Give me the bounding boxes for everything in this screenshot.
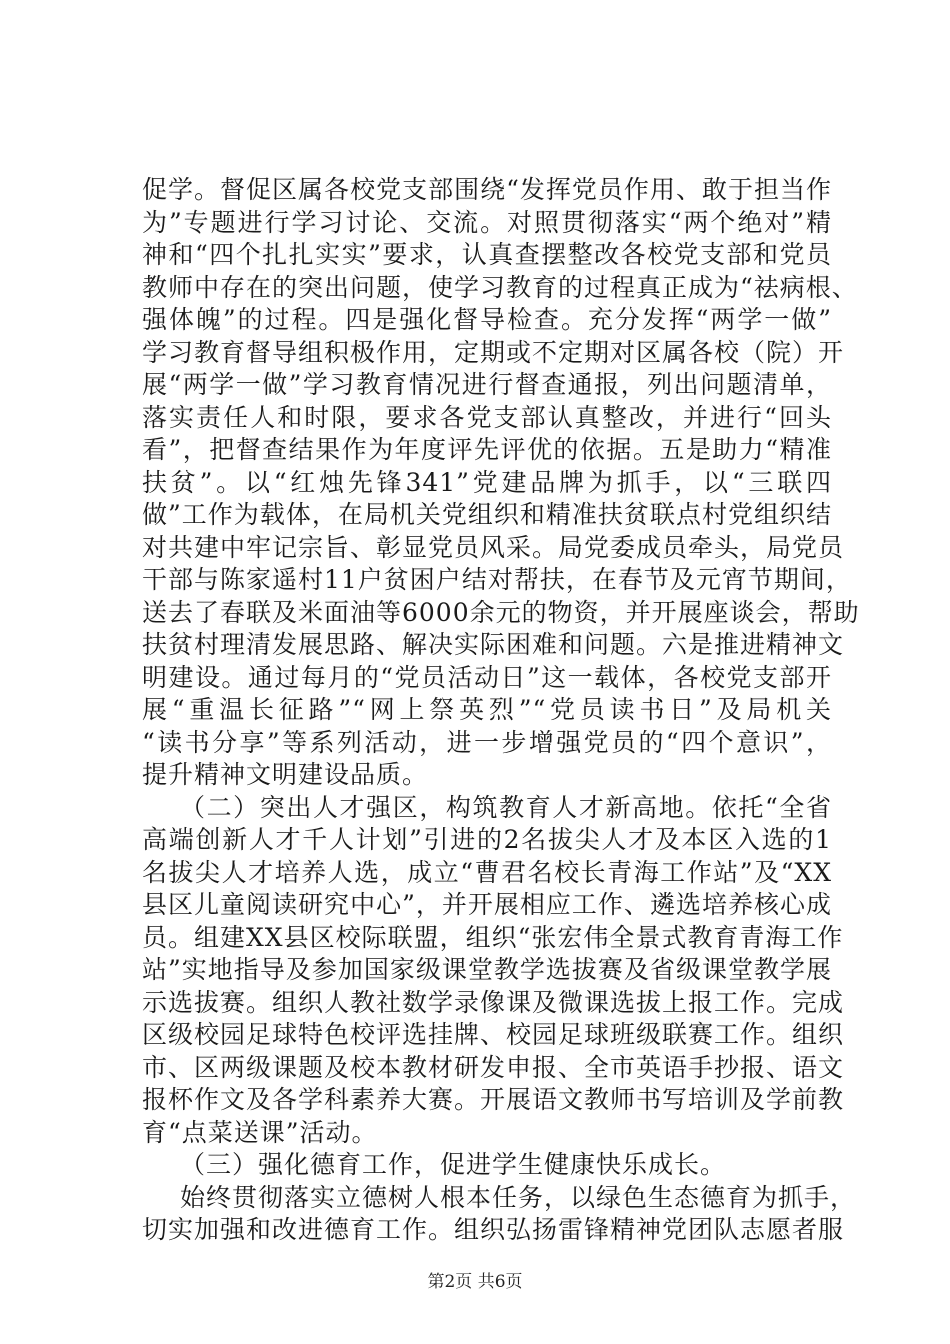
text-line: 落实责任人和时限，要求各党支部认真整改，并进行“回头 xyxy=(142,402,832,432)
text-line: 区级校园足球特色校评选挂牌、校园足球班级联赛工作。组织 xyxy=(142,1020,845,1049)
text-line: 明建设。通过每月的“党员活动日”这一载体，各校党支部开 xyxy=(142,662,832,692)
text-line: 看”，把督查结果作为年度评先评优的依据。五是助力“精准 xyxy=(142,435,832,464)
text-line: 教师中存在的突出问题，使学习教育的过程真正成为“祛病根、 xyxy=(142,272,858,302)
text-line: 员。组建XX县区校际联盟，组织“张宏伟全景式教育青海工作 xyxy=(142,922,844,952)
page-number-footer: 第2页 共6页 xyxy=(427,1272,523,1292)
text-line: 为”专题进行学习讨论、交流。对照贯彻落实“两个绝对”精 xyxy=(142,207,832,237)
paragraph-heading-line: （二）突出人才强区，构筑教育人才新高地。依托“全省 xyxy=(180,792,832,822)
text-line: 提升精神文明建设品质。 xyxy=(142,760,429,789)
paragraph-first-line: 始终贯彻落实立德树人根本任务，以绿色生态德育为抓手， xyxy=(180,1182,857,1212)
text-line: “读书分享”等系列活动，进一步增强党员的“四个意识”， xyxy=(142,727,832,757)
text-line: 高端创新人才千人计划”引进的2名拔尖人才及本区入选的1 xyxy=(142,825,832,854)
text-line: 强体魄”的过程。四是强化督导检查。充分发挥“两学一做” xyxy=(142,305,832,334)
text-line: 示选拔赛。组织人教社数学录像课及微课选拔上报工作。完成 xyxy=(142,987,845,1017)
text-line: 育“点菜送课”活动。 xyxy=(142,1117,378,1147)
text-line: 展“重温长征路”“网上祭英烈”“党员读书日”及局机关 xyxy=(142,695,832,724)
text-line: 县区儿童阅读研究中心”，并开展相应工作、遴选培养核心成 xyxy=(142,890,832,919)
document-body xyxy=(142,174,860,1247)
text-line: 学习教育督导组积极作用，定期或不定期对区属各校（院）开 xyxy=(142,337,845,367)
text-line: 切实加强和改进德育工作。组织弘扬雷锋精神党团队志愿者服 xyxy=(142,1215,845,1244)
text-line: 扶贫”。以“红烛先锋341”党建品牌为抓手，以“三联四 xyxy=(142,467,832,497)
text-line: 市、区两级课题及校本教材研发申报、全市英语手抄报、语文 xyxy=(142,1052,845,1082)
text-line: 对共建中牢记宗旨、彰显党员风采。局党委成员牵头，局党员 xyxy=(142,532,845,562)
text-line: 神和“四个扎扎实实”要求，认真查摆整改各校党支部和党员 xyxy=(142,240,832,269)
section-heading: （三）强化德育工作，促进学生健康快乐成长。 xyxy=(180,1150,727,1179)
text-line: 站”实地指导及参加国家级课堂教学选拔赛及省级课堂教学展 xyxy=(142,955,832,984)
text-line: 送去了春联及米面油等6000余元的物资，并开展座谈会，帮助 xyxy=(142,597,860,627)
text-line: 报杯作文及各学科素养大赛。开展语文教师书写培训及学前教 xyxy=(142,1085,845,1114)
text-line: 促学。督促区属各校党支部围绕“发挥党员作用、敢于担当作 xyxy=(142,175,832,204)
text-line: 名拔尖人才培养人选，成立“曹君名校长青海工作站”及“XX xyxy=(142,857,832,887)
text-line: 展“两学一做”学习教育情况进行督查通报，列出问题清单， xyxy=(142,370,832,399)
text-line: 干部与陈家遥村11户贫困户结对帮扶，在春节及元宵节期间， xyxy=(142,565,852,594)
text-line: 做”工作为载体，在局机关党组织和精准扶贫联点村党组织结 xyxy=(142,500,832,529)
text-line: 扶贫村理清发展思路、解决实际困难和问题。六是推进精神文 xyxy=(142,630,845,659)
